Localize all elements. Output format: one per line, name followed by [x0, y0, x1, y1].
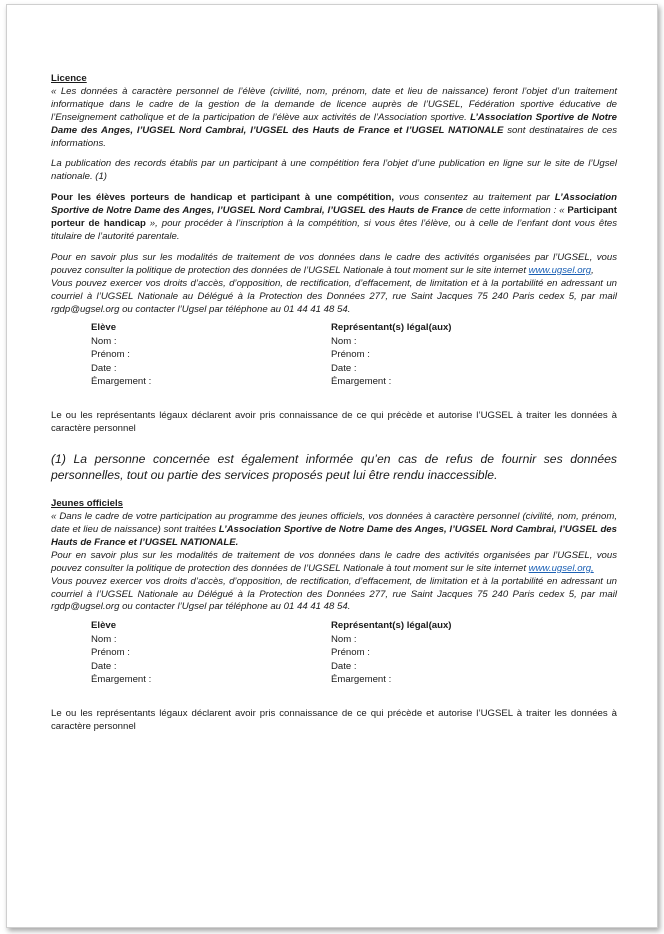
- ugsel-link[interactable]: www.ugsel.org: [528, 264, 592, 276]
- jeunes-paragraph-1: [51, 511, 617, 550]
- student-nom-label: Nom :: [91, 335, 117, 347]
- guardian-signature-column: [331, 322, 451, 389]
- text-span: Pour en savoir plus sur les modalités de traitement de vos données dans le cadre des activités organisées par l’UGSEL, vous pouvez consulter la politique de protection des données de l’UGSEL Nationale à tout moment sur le site internet: [51, 251, 617, 276]
- student-date-label: Date :: [91, 660, 117, 672]
- guardian-prenom-label: Prénom :: [331, 647, 370, 659]
- text-span: de cette information : «: [463, 205, 568, 217]
- signature-block-2: [51, 620, 617, 685]
- licence-paragraph-3: [51, 192, 617, 244]
- declaration-1: Le ou les représentants légaux déclarent avoir pris connaissance de ce qui précède et autorise l’UGSEL à traiter les données à caractère personnel: [51, 410, 617, 435]
- bold-text-span: L’Association Sportive de Notre Dame des Anges, l’UGSEL Nord Cambrai, l’UGSEL des Hauts de France: [51, 192, 617, 217]
- student-signature-column: [91, 322, 151, 389]
- student-signature-column: [91, 620, 151, 687]
- guardian-nom-label: Nom :: [331, 335, 357, 347]
- guardian-date-label: Date :: [331, 660, 357, 672]
- bold-text-span: Participant porteur de handicap: [51, 205, 617, 230]
- text-span: « Les données à caractère personnel de l’élève (civilité, nom, prénom, date et lieu de naissance) feront l’objet d’un traitement informatique dans le cadre de la gestion de la demande de licence auprès de l’UGSEL, Fédération sportive éducative de l’Enseignement catholique et de la participation de l’élève aux activités de l’Association sportive.: [51, 85, 617, 123]
- text-span: sont destinataires de ces informations.: [51, 124, 617, 149]
- signature-block-1: [51, 322, 617, 387]
- jeunes-officiels-heading: Jeunes officiels: [51, 498, 123, 510]
- guardian-nom-label: Nom :: [331, 633, 357, 645]
- guardian-signature-column: [331, 620, 451, 687]
- text-span: vous consentez au traitement par: [394, 192, 555, 204]
- student-nom-label: Nom :: [91, 633, 117, 645]
- ugsel-link[interactable]: www.ugsel.org,: [528, 562, 594, 574]
- student-emargement-label: Émargement :: [91, 673, 152, 685]
- page-content: [51, 73, 617, 734]
- guardian-title: Représentant(s) légal(aux): [331, 322, 452, 334]
- bold-text-span: L’Association Sportive de Notre Dame des Anges, l’UGSEL Nord Cambrai, l’UGSEL des Hauts de France et l’UGSEL NATIONALE: [51, 111, 617, 136]
- licence-paragraph-1: [51, 86, 617, 151]
- student-prenom-label: Prénom :: [91, 349, 130, 361]
- student-title: Elève: [91, 322, 117, 334]
- guardian-prenom-label: Prénom :: [331, 349, 370, 361]
- licence-paragraph-2: La publication des records établis par un participant à une compétition fera l’objet d’une publication en ligne sur le site de l’Ugsel nationale. (1): [51, 158, 617, 183]
- licence-paragraph-4: [51, 252, 617, 278]
- jeunes-paragraph-2: [51, 550, 617, 576]
- bold-text-span: L’Association Sportive de Notre Dame des Anges, l’UGSEL Nord Cambrai, l’UGSEL des Hauts de France et l’UGSEL NATIONALE.: [51, 524, 617, 548]
- text-span: ,: [591, 264, 594, 276]
- bold-text-span: Pour les élèves porteurs de handicap et participant à une compétition,: [51, 192, 395, 204]
- text-span: Pour en savoir plus sur les modalités de traitement de vos données dans le cadre des activités organisées par l’UGSEL, vous pouvez consulter la politique de protection des données de l’UGSEL Nationale à tout moment sur le site internet: [51, 549, 617, 574]
- student-title: Elève: [91, 620, 117, 632]
- document-page: [6, 4, 658, 928]
- guardian-date-label: Date :: [331, 362, 357, 374]
- guardian-title: Représentant(s) légal(aux): [331, 620, 452, 632]
- text-span: », pour procéder à l’inscription à la compétition, si vous êtes l’élève, ou à celle de l’enfant dont vous êtes titulaire de l’autorité parentale.: [51, 218, 617, 242]
- licence-heading: Licence: [51, 73, 87, 84]
- student-emargement-label: Émargement :: [91, 375, 152, 387]
- text-span: « Dans le cadre de votre participation au programme des jeunes officiels, vos données à caractère personnel (civilité, nom, prénom, date et lieu de naissance) sont traitées: [51, 511, 617, 536]
- declaration-2: Le ou les représentants légaux déclarent avoir pris connaissance de ce qui précède et autorise l’UGSEL à traiter les données à caractère personnel: [51, 708, 617, 733]
- guardian-emargement-label: Émargement :: [331, 375, 392, 387]
- footnote-1: (1) La personne concernée est également informée qu’en cas de refus de fournir ses données personnelles, tout ou partie des services proposés peut lui être rendu inaccessible.: [51, 452, 617, 483]
- student-date-label: Date :: [91, 362, 117, 374]
- student-prenom-label: Prénom :: [91, 647, 130, 659]
- jeunes-paragraph-3: Vous pouvez exercer vos droits d’accès, d’opposition, de rectification, d’effacement, de limitation et à la portabilité en adressant un courriel à l’UGSEL Nationale au Délégué à la Protection des Données 277, rue Saint Jacques 75 240 Paris cedex 5, par mail rgdp@ugsel.org ou contacter l’Ugsel par téléphone au 01 44 41 48 54.: [51, 575, 617, 613]
- guardian-emargement-label: Émargement :: [331, 673, 392, 685]
- licence-paragraph-5: Vous pouvez exercer vos droits d’accès, d’opposition, de rectification, d’effacement, de limitation et à la portabilité en adressant un courriel à l’UGSEL Nationale au Délégué à la Protection des Données 277, rue Saint Jacques 75 240 Paris cedex 5, par mail rgdp@ugsel.org ou contacter l’Ugsel par téléphone au 01 44 41 48 54.: [51, 277, 617, 315]
